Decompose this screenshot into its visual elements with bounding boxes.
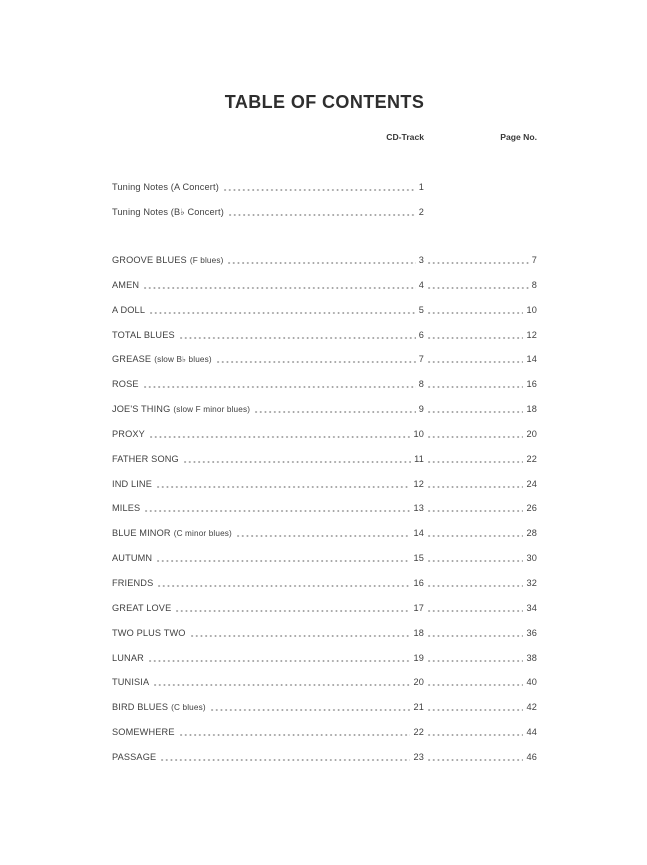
song-row-title (112, 478, 152, 491)
song-row-page-group (424, 304, 537, 317)
song-row-title (112, 453, 179, 466)
dot-leader (228, 262, 415, 264)
tuning-row-track-group (112, 181, 424, 194)
song-row-page-number: 30 (526, 553, 537, 564)
song-row-title (112, 378, 139, 391)
song-row (112, 254, 537, 279)
song-row-title (112, 279, 139, 292)
song-row-page-group (424, 527, 537, 540)
dot-leader (157, 486, 410, 488)
song-row-title (112, 676, 149, 689)
song-row-page-group (424, 378, 537, 391)
song-title-text: PASSAGE (112, 751, 157, 762)
song-row-track-group (112, 428, 424, 441)
song-row-title (112, 652, 144, 665)
song-row-track-number: 11 (414, 453, 424, 464)
song-row (112, 502, 537, 527)
song-row-page-number: 22 (526, 453, 537, 464)
song-row-page-group (424, 353, 537, 366)
song-row-title (112, 329, 175, 342)
song-row-page-number: 32 (526, 577, 537, 588)
song-title-text: FATHER SONG (112, 453, 179, 464)
song-row-track-group (112, 751, 424, 764)
dot-leader (150, 312, 416, 314)
song-row (112, 652, 537, 677)
song-title-text: SOMEWHERE (112, 727, 175, 738)
dot-leader (150, 436, 411, 438)
song-row-page-number: 16 (526, 379, 537, 390)
song-subtitle-text: (slow B♭ blues) (154, 355, 212, 365)
song-row (112, 403, 537, 428)
dot-leader (428, 560, 523, 562)
song-row-track-group (112, 552, 424, 565)
song-title-text: PROXY (112, 428, 145, 439)
song-row (112, 676, 537, 701)
song-row (112, 701, 537, 726)
dot-leader (428, 287, 529, 289)
song-row-page-group (424, 502, 537, 515)
song-row-track-number: 5 (418, 304, 424, 315)
table-of-contents (112, 181, 537, 776)
song-row-track-number: 19 (413, 652, 424, 663)
song-row-track-number: 13 (413, 503, 424, 514)
song-row-page-group (424, 453, 537, 466)
song-title-text: GREASE (112, 354, 152, 365)
dot-leader (161, 759, 410, 761)
song-row-track-group (112, 304, 424, 317)
song-title-text: ROSE (112, 379, 139, 390)
dot-leader (428, 709, 523, 711)
song-row-title (112, 701, 206, 714)
song-row-track-group (112, 627, 424, 640)
song-row-track-number: 9 (418, 404, 424, 415)
tuning-row-track-number: 1 (418, 182, 424, 192)
song-row-track-group (112, 527, 424, 540)
dot-leader (428, 610, 523, 612)
dot-leader (428, 734, 523, 736)
song-title-text: A DOLL (112, 304, 146, 315)
dot-leader (144, 386, 416, 388)
song-row-page-group (424, 652, 537, 665)
song-subtitle-text: (C minor blues) (173, 529, 232, 539)
song-title-text: FRIENDS (112, 577, 154, 588)
dot-leader (211, 709, 411, 711)
song-row-track-number: 18 (413, 627, 424, 638)
dot-leader (180, 734, 411, 736)
song-row (112, 478, 537, 503)
song-row (112, 627, 537, 652)
song-row-track-group (112, 279, 424, 292)
song-title-text: TWO PLUS TWO (112, 627, 186, 638)
song-row-page-group (424, 329, 537, 342)
song-row-page-number: 24 (526, 478, 537, 489)
dot-leader (237, 535, 411, 537)
song-row-track-number: 12 (413, 478, 424, 489)
dot-leader (176, 610, 410, 612)
song-row-track-number: 16 (413, 577, 424, 588)
song-title-text: BIRD BLUES (112, 702, 169, 713)
tuning-row-track-group (112, 206, 424, 219)
song-row-page-group (424, 676, 537, 689)
song-row (112, 304, 537, 329)
song-row-page-number: 38 (526, 652, 537, 663)
song-row-title (112, 304, 145, 317)
dot-leader (428, 684, 523, 686)
song-title-text: GREAT LOVE (112, 602, 172, 613)
song-subtitle-text: (C blues) (171, 703, 206, 713)
song-row-track-group (112, 478, 424, 491)
song-row-track-number: 14 (413, 528, 424, 539)
dot-leader (428, 660, 523, 662)
song-row-title (112, 502, 140, 515)
song-row-track-number: 8 (418, 379, 424, 390)
tuning-row (112, 206, 537, 231)
song-row-track-number: 10 (413, 428, 424, 439)
song-row (112, 279, 537, 304)
song-row-page-group (424, 751, 537, 764)
song-row-title (112, 627, 186, 640)
songs-section (112, 254, 537, 776)
song-title-text: TUNISIA (112, 677, 150, 688)
dot-leader (184, 461, 411, 463)
song-row-track-group (112, 254, 424, 267)
dot-leader (428, 386, 523, 388)
song-row-track-number: 6 (418, 329, 424, 340)
song-row-title (112, 577, 153, 590)
dot-leader (255, 411, 416, 413)
song-row-title (112, 527, 232, 540)
song-row-title (112, 254, 223, 267)
song-row (112, 378, 537, 403)
song-row-page-number: 28 (526, 528, 537, 539)
song-title-text: BLUE MINOR (112, 528, 171, 539)
song-row-title (112, 403, 250, 416)
song-row (112, 527, 537, 552)
dot-leader (145, 510, 410, 512)
song-row-page-group (424, 627, 537, 640)
dot-leader (191, 635, 411, 637)
song-row-track-group (112, 329, 424, 342)
song-row-track-number: 4 (418, 279, 424, 290)
dot-leader (154, 684, 410, 686)
song-row (112, 602, 537, 627)
song-row-page-group (424, 403, 537, 416)
song-row-page-number: 14 (526, 354, 537, 365)
song-row-track-group (112, 652, 424, 665)
dot-leader (428, 635, 523, 637)
song-row-track-group (112, 502, 424, 515)
dot-leader (149, 660, 411, 662)
page-title: TABLE OF CONTENTS (224, 92, 425, 112)
dot-leader (217, 361, 416, 363)
dot-leader (428, 436, 523, 438)
song-title-text: AMEN (112, 279, 140, 290)
song-row-page-number: 12 (526, 329, 537, 340)
song-row-page-number: 40 (526, 677, 537, 688)
dot-leader (428, 461, 523, 463)
dot-leader (428, 486, 523, 488)
song-row-page-group (424, 552, 537, 565)
song-row (112, 453, 537, 478)
song-row-page-number: 42 (526, 702, 537, 713)
song-row-track-number: 7 (418, 354, 424, 365)
song-row-track-group (112, 676, 424, 689)
dot-leader (428, 510, 523, 512)
song-title-text: JOE'S THING (112, 404, 171, 415)
dot-leader (157, 560, 410, 562)
song-row-page-group (424, 279, 537, 292)
dot-leader (428, 585, 523, 587)
song-row-track-group (112, 403, 424, 416)
song-row-page-group (424, 428, 537, 441)
song-row-title (112, 552, 152, 565)
song-row (112, 329, 537, 354)
song-row-title (112, 726, 175, 739)
song-row (112, 577, 537, 602)
song-title-text: AUTUMN (112, 553, 153, 564)
song-row (112, 552, 537, 577)
song-row-page-group (424, 701, 537, 714)
song-row-page-group (424, 726, 537, 739)
dot-leader (428, 759, 523, 761)
page-no-column-header: Page No. (500, 132, 537, 142)
song-title-text: LUNAR (112, 652, 144, 663)
song-row-page-group (424, 602, 537, 615)
song-row-track-group (112, 453, 424, 466)
dot-leader (144, 287, 416, 289)
song-row-title (112, 751, 156, 764)
song-title-text: TOTAL BLUES (112, 329, 175, 340)
song-row (112, 751, 537, 776)
song-row-page-number: 8 (531, 279, 537, 290)
song-row-track-number: 20 (413, 677, 424, 688)
song-title-text: GROOVE BLUES (112, 255, 187, 265)
dot-leader (428, 262, 529, 264)
song-row-title (112, 602, 171, 615)
dot-leader (229, 214, 416, 216)
tuning-row-title: Tuning Notes (A Concert) (112, 182, 219, 192)
dot-leader (428, 411, 523, 413)
song-subtitle-text: (F blues) (189, 256, 224, 265)
song-row-track-number: 17 (413, 602, 424, 613)
song-row-track-group (112, 602, 424, 615)
song-row (112, 726, 537, 751)
song-row-page-number: 10 (526, 304, 537, 315)
song-row-title (112, 353, 212, 366)
song-title-text: MILES (112, 503, 141, 514)
dot-leader (428, 312, 523, 314)
song-row-track-group (112, 701, 424, 714)
tuning-row (112, 181, 537, 206)
song-row-page-number: 18 (526, 404, 537, 415)
song-row-track-group (112, 353, 424, 366)
tuning-row-title: Tuning Notes (B♭ Concert) (112, 207, 224, 217)
song-row-page-number: 46 (526, 751, 537, 762)
dot-leader (428, 535, 523, 537)
dot-leader (428, 337, 523, 339)
song-row-page-group (424, 478, 537, 491)
song-row (112, 428, 537, 453)
song-row-page-group (424, 577, 537, 590)
dot-leader (180, 337, 416, 339)
song-row-page-group (424, 254, 537, 267)
tuning-row-track-number: 2 (418, 207, 424, 217)
song-row-title (112, 428, 145, 441)
song-row-track-group (112, 577, 424, 590)
song-row-page-number: 7 (531, 255, 537, 265)
dot-leader (224, 189, 416, 191)
song-title-text: IND LINE (112, 478, 153, 489)
song-row (112, 353, 537, 378)
song-row-track-number: 23 (413, 751, 424, 762)
song-row-track-group (112, 378, 424, 391)
song-subtitle-text: (slow F minor blues) (173, 405, 251, 415)
song-row-track-number: 3 (418, 255, 424, 265)
column-headers (112, 131, 537, 143)
dot-leader (158, 585, 410, 587)
song-row-page-number: 26 (526, 503, 537, 514)
dot-leader (428, 361, 523, 363)
song-row-track-group (112, 726, 424, 739)
song-row-page-number: 34 (526, 602, 537, 613)
tuning-notes-section (112, 181, 537, 231)
song-row-page-number: 20 (526, 428, 537, 439)
song-row-track-number: 21 (413, 702, 424, 713)
song-row-track-number: 22 (413, 727, 424, 738)
song-row-page-number: 36 (526, 627, 537, 638)
cd-track-column-header: CD-Track (386, 132, 424, 142)
song-row-page-number: 44 (526, 727, 537, 738)
song-row-track-number: 15 (413, 553, 424, 564)
